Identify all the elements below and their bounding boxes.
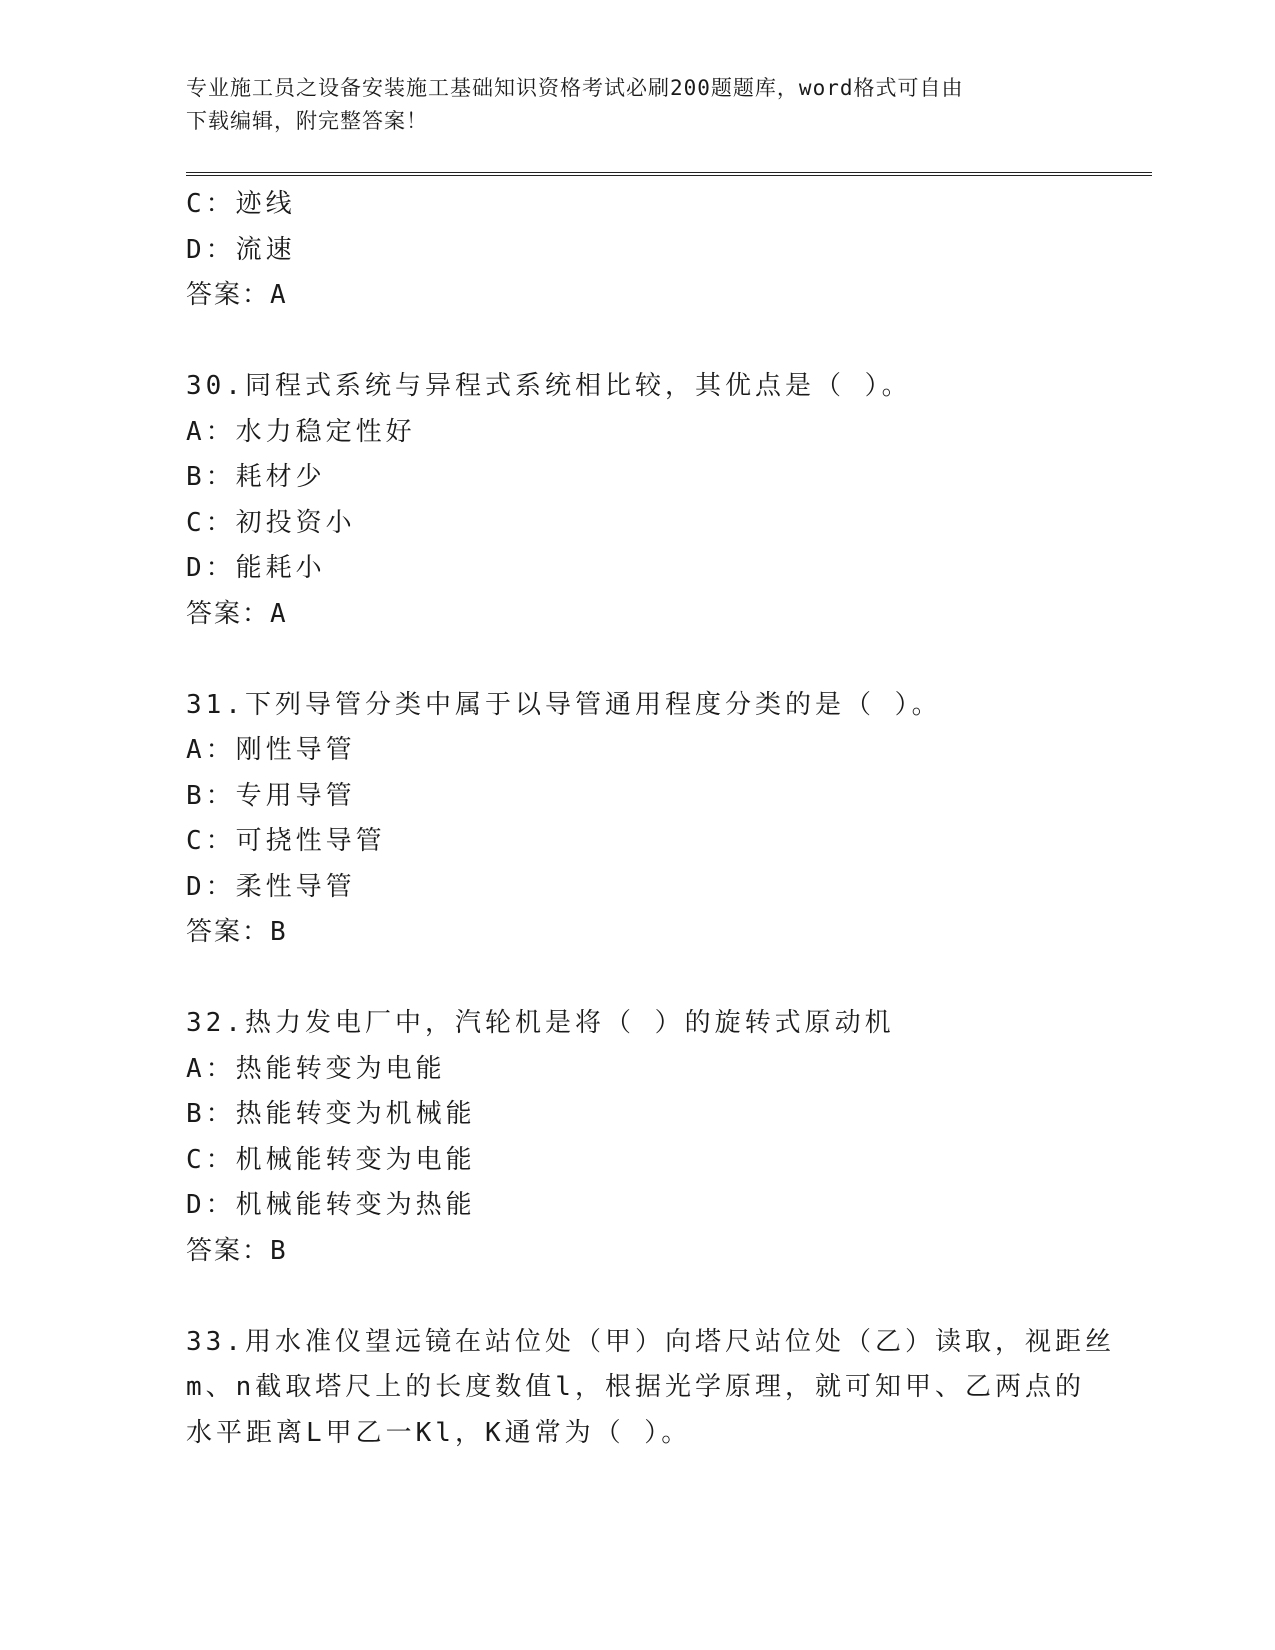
option-a: A：热能转变为电能 bbox=[186, 1053, 446, 1084]
option-c: C：迹线 bbox=[186, 189, 296, 219]
answer-line: 答案：B bbox=[186, 1235, 288, 1266]
option-a: A：水力稳定性好 bbox=[186, 416, 416, 447]
question-text: 32.热力发电厂中，汽轮机是将（ ）的旋转式原动机 bbox=[186, 1008, 895, 1038]
question-30 bbox=[186, 364, 1146, 637]
header-line-1: 专业施工员之设备安装施工基础知识资格考试必刷200题题库，word格式可自由 bbox=[186, 76, 964, 100]
question-32 bbox=[186, 1001, 1146, 1274]
answer-line: 答案：A bbox=[186, 598, 288, 629]
question-text-line-1: 33.用水准仪望远镜在站位处（甲）向塔尺站位处（乙）读取，视距丝 bbox=[186, 1326, 1115, 1357]
question-text-line-2: m、n截取塔尺上的长度数值l，根据光学原理，就可知甲、乙两点的 bbox=[186, 1372, 1085, 1402]
option-a: A：刚性导管 bbox=[186, 735, 356, 765]
option-d: D：机械能转变为热能 bbox=[186, 1190, 476, 1220]
document-header bbox=[186, 72, 1066, 138]
answer-line: 答案：B bbox=[186, 917, 288, 947]
question-text: 31.下列导管分类中属于以导管通用程度分类的是（ ）。 bbox=[186, 689, 942, 720]
question-33 bbox=[186, 1320, 1115, 1457]
document-page bbox=[186, 72, 1146, 1456]
previous-question-tail bbox=[186, 182, 1146, 319]
option-c: C：初投资小 bbox=[186, 507, 356, 538]
question-text-line-3: 水平距离L甲乙一Kl，K通常为（ ）。 bbox=[186, 1417, 692, 1448]
question-content bbox=[186, 182, 1146, 1456]
option-b: B：专用导管 bbox=[186, 780, 356, 811]
answer-line: 答案：A bbox=[186, 280, 288, 310]
question-text: 30.同程式系统与异程式系统相比较，其优点是（ ）。 bbox=[186, 371, 912, 401]
option-c: C：机械能转变为电能 bbox=[186, 1144, 476, 1175]
header-line-2: 下载编辑，附完整答案！ bbox=[186, 109, 428, 133]
option-d: D：能耗小 bbox=[186, 553, 326, 583]
option-b: B：耗材少 bbox=[186, 462, 326, 492]
option-d: D：流速 bbox=[186, 234, 296, 265]
option-b: B：热能转变为机械能 bbox=[186, 1099, 476, 1129]
question-31 bbox=[186, 683, 1146, 956]
header-divider bbox=[186, 172, 1152, 176]
option-c: C：可挠性导管 bbox=[186, 826, 386, 856]
option-d: D：柔性导管 bbox=[186, 871, 356, 902]
